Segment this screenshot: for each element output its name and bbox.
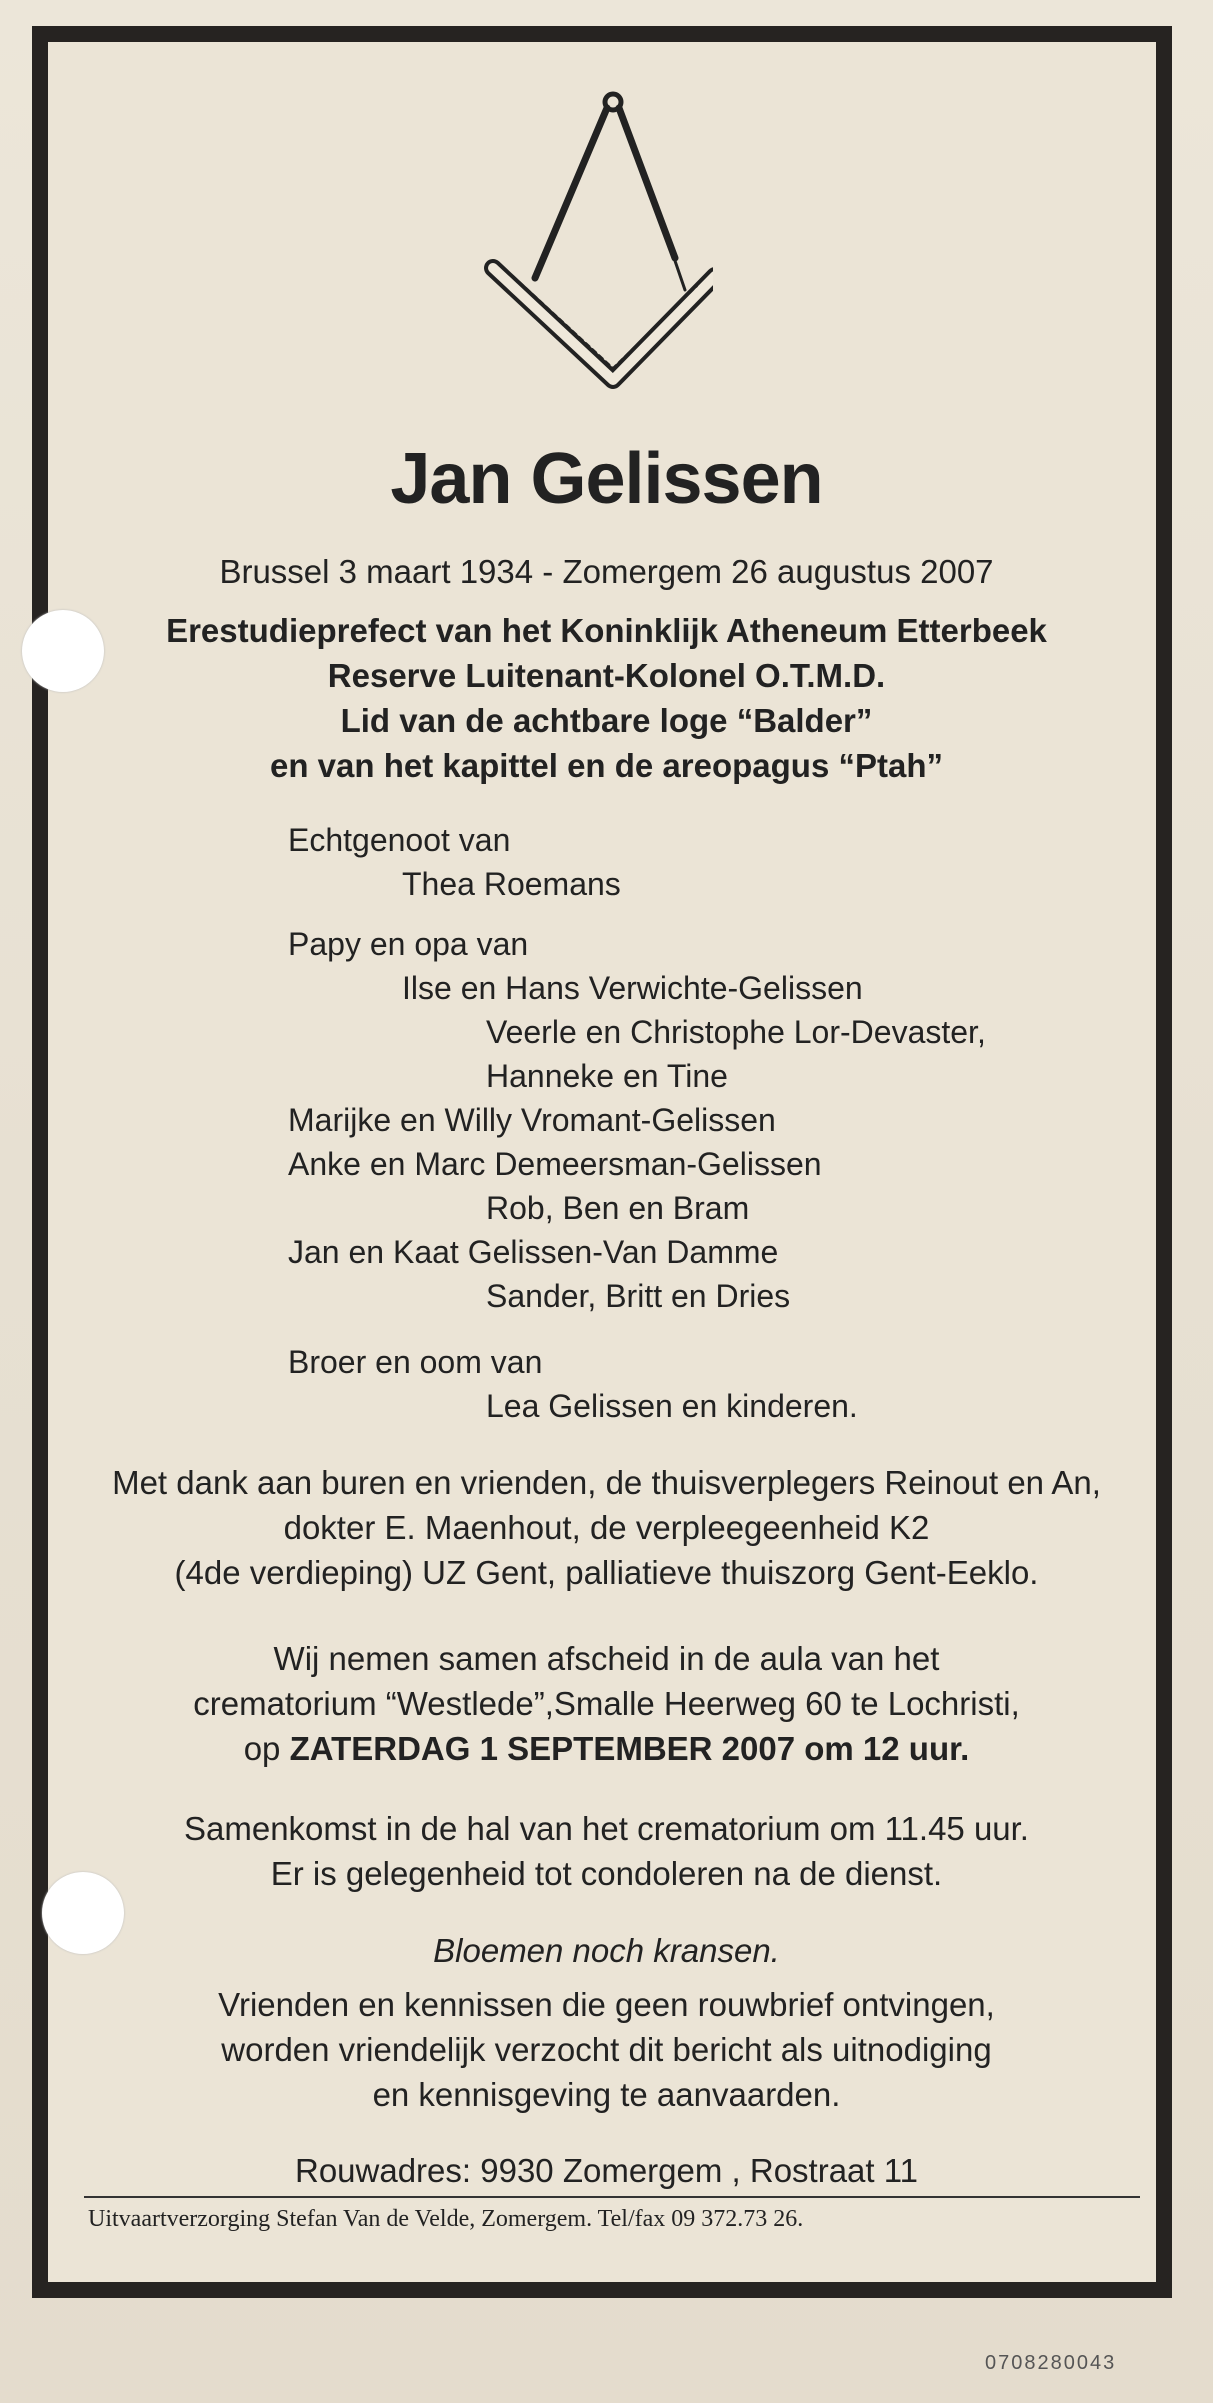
notice-line: Vrienden en kennissen die geen rouwbrief ontvingen, — [218, 1986, 995, 2023]
deceased-name: Jan Gelissen — [390, 439, 823, 519]
ceremony-date: ZATERDAG 1 SEPTEMBER 2007 om 12 uur. — [289, 1730, 970, 1767]
title-line: Erestudieprefect van het Koninklijk Atheneum Etterbeek — [166, 612, 1047, 649]
funeral-director: Uitvaartverzorging Stefan Van de Velde, Zomergem. Tel/fax 09 372.73 26. — [88, 2206, 804, 2232]
footer-divider — [84, 2196, 1140, 2198]
notice-line: en kennisgeving te aanvaarden. — [372, 2076, 841, 2113]
ceremony-line: Wij nemen samen afscheid in de aula van het — [273, 1640, 940, 1677]
notice-block — [0, 1982, 1213, 2117]
sibling-name: Lea Gelissen en kinderen. — [486, 1388, 858, 1424]
grandchildren: Sander, Britt en Dries — [486, 1278, 791, 1314]
thanks-line: (4de verdieping) UZ Gent, palliatieve thuiszorg Gent-Eeklo. — [174, 1554, 1039, 1591]
grandchildren: Hanneke en Tine — [486, 1058, 728, 1094]
child-family: Ilse en Hans Verwichte-Gelissen — [402, 970, 863, 1006]
spouse-heading: Echtgenoot van — [288, 822, 511, 858]
square-and-compasses-icon — [453, 90, 713, 390]
title-line: en van het kapittel en de areopagus “Ptah” — [269, 747, 943, 784]
child-family: Jan en Kaat Gelissen-Van Damme — [288, 1234, 779, 1270]
grandchildren: Veerle en Christophe Lor-Devaster, — [486, 1014, 986, 1050]
notice-line: worden vriendelijk verzocht dit bericht als uitnodiging — [221, 2031, 992, 2068]
child-family: Anke en Marc Demeersman-Gelissen — [288, 1146, 822, 1182]
gathering-line: Samenkomst in de hal van het crematorium om 11.45 uur. — [184, 1810, 1029, 1847]
ceremony-block — [0, 1636, 1213, 1771]
gathering-block — [0, 1806, 1213, 1896]
thanks-line: Met dank aan buren en vrienden, de thuisverplegers Reinout en An, — [112, 1464, 1101, 1501]
thanks-line: dokter E. Maenhout, de verpleegeenheid K2 — [283, 1509, 930, 1546]
ceremony-prefix: op — [243, 1730, 290, 1767]
title-line: Reserve Luitenant-Kolonel O.T.M.D. — [327, 657, 886, 694]
spouse-name: Thea Roemans — [402, 866, 621, 902]
ceremony-line: crematorium “Westlede”,Smalle Heerweg 60 te Lochristi, — [193, 1685, 1020, 1722]
gathering-line: Er is gelegenheid tot condoleren na de dienst. — [270, 1855, 943, 1892]
title-line: Lid van de achtbare loge “Balder” — [340, 702, 873, 739]
clipping-stamp: 0708280043 — [985, 2352, 1117, 2374]
grandparent-heading: Papy en opa van — [288, 926, 529, 962]
flowers-note: Bloemen noch kransen. — [433, 1932, 780, 1969]
child-family: Marijke en Willy Vromant-Gelissen — [288, 1102, 776, 1138]
grandchildren: Rob, Ben en Bram — [486, 1190, 750, 1226]
birth-death-dates: Brussel 3 maart 1934 - Zomergem 26 augustus 2007 — [219, 553, 994, 590]
mourning-address: Rouwadres: 9930 Zomergem , Rostraat 11 — [294, 2152, 919, 2189]
ceremony-datetime — [0, 1726, 1213, 1771]
titles-block — [0, 608, 1213, 788]
thanks-block — [0, 1460, 1213, 1595]
sibling-heading: Broer en oom van — [288, 1344, 543, 1380]
